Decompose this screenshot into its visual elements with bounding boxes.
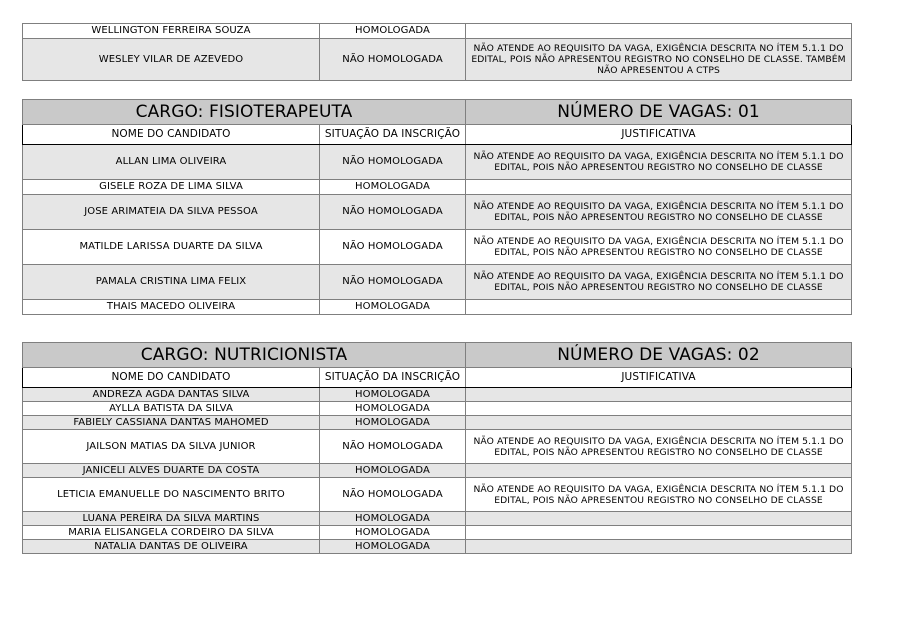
- justification: [466, 416, 852, 430]
- table-row: [23, 464, 852, 478]
- justification: [466, 402, 852, 416]
- candidate-name: ALLAN LIMA OLIVEIRA: [23, 145, 320, 180]
- header-nome: NOME DO CANDIDATO: [23, 125, 320, 145]
- registration-status: HOMOLOGADA: [320, 416, 466, 430]
- table-row: [23, 195, 852, 230]
- candidate-name: PAMALA CRISTINA LIMA FELIX: [23, 265, 320, 300]
- justification: NÃO ATENDE AO REQUISITO DA VAGA, EXIGÊNCIA DESCRITA NO ÍTEM 5.1.1 DO EDITAL, POIS NÃO APRESENTOU REGISTRO NO CONSELHO DE CLASSE. TAMBÉM NÃO APRESENTOU A CTPS: [466, 39, 852, 81]
- justification: NÃO ATENDE AO REQUISITO DA VAGA, EXIGÊNCIA DESCRITA NO ÍTEM 5.1.1 DO EDITAL, POIS NÃO APRESENTOU REGISTRO NO CONSELHO DE CLASSE: [466, 478, 852, 512]
- candidate-name: MATILDE LARISSA DUARTE DA SILVA: [23, 230, 320, 265]
- registration-status: HOMOLOGADA: [320, 300, 466, 315]
- table-row: [23, 402, 852, 416]
- justification: [466, 24, 852, 39]
- justification: NÃO ATENDE AO REQUISITO DA VAGA, EXIGÊNCIA DESCRITA NO ÍTEM 5.1.1 DO EDITAL, POIS NÃO APRESENTOU REGISTRO NO CONSELHO DE CLASSE: [466, 145, 852, 180]
- registration-status: HOMOLOGADA: [320, 526, 466, 540]
- candidate-name: MARIA ELISANGELA CORDEIRO DA SILVA: [23, 526, 320, 540]
- table-row: [23, 388, 852, 402]
- justification: [466, 300, 852, 315]
- candidate-name: GISELE ROZA DE LIMA SILVA: [23, 180, 320, 195]
- table-row: [23, 540, 852, 554]
- justification: NÃO ATENDE AO REQUISITO DA VAGA, EXIGÊNCIA DESCRITA NO ÍTEM 5.1.1 DO EDITAL, POIS NÃO APRESENTOU REGISTRO NO CONSELHO DE CLASSE: [466, 230, 852, 265]
- registration-status: HOMOLOGADA: [320, 512, 466, 526]
- candidate-name: THAIS MACEDO OLIVEIRA: [23, 300, 320, 315]
- registration-status: HOMOLOGADA: [320, 388, 466, 402]
- registration-status: HOMOLOGADA: [320, 24, 466, 39]
- table-row: [23, 39, 852, 81]
- table-row: [23, 24, 852, 39]
- justification: [466, 540, 852, 554]
- registration-status: HOMOLOGADA: [320, 540, 466, 554]
- table-row: [23, 300, 852, 315]
- table-row: [23, 180, 852, 195]
- justification: NÃO ATENDE AO REQUISITO DA VAGA, EXIGÊNCIA DESCRITA NO ÍTEM 5.1.1 DO EDITAL, POIS NÃO APRESENTOU REGISTRO NO CONSELHO DE CLASSE: [466, 430, 852, 464]
- header-justificativa: JUSTIFICATIVA: [466, 368, 852, 388]
- table-header-row: [23, 125, 852, 145]
- table-row: [23, 416, 852, 430]
- table-row: [23, 478, 852, 512]
- registration-status: HOMOLOGADA: [320, 402, 466, 416]
- justification: [466, 180, 852, 195]
- candidate-name: NATALIA DANTAS DE OLIVEIRA: [23, 540, 320, 554]
- candidate-name: LETICIA EMANUELLE DO NASCIMENTO BRITO: [23, 478, 320, 512]
- registration-status: HOMOLOGADA: [320, 464, 466, 478]
- candidate-name: JANICELI ALVES DUARTE DA COSTA: [23, 464, 320, 478]
- registration-status: NÃO HOMOLOGADA: [320, 430, 466, 464]
- candidate-name: FABIELY CASSIANA DANTAS MAHOMED: [23, 416, 320, 430]
- table-header-row: [23, 368, 852, 388]
- registration-status: NÃO HOMOLOGADA: [320, 265, 466, 300]
- registration-status: NÃO HOMOLOGADA: [320, 478, 466, 512]
- header-justificativa: JUSTIFICATIVA: [466, 125, 852, 145]
- table-row: [23, 512, 852, 526]
- candidate-name: WESLEY VILAR DE AZEVEDO: [23, 39, 320, 81]
- nutricionista-table: [22, 342, 852, 554]
- justification: [466, 526, 852, 540]
- justification: NÃO ATENDE AO REQUISITO DA VAGA, EXIGÊNCIA DESCRITA NO ÍTEM 5.1.1 DO EDITAL, POIS NÃO APRESENTOU REGISTRO NO CONSELHO DE CLASSE: [466, 195, 852, 230]
- registration-status: NÃO HOMOLOGADA: [320, 39, 466, 81]
- table-row: [23, 430, 852, 464]
- candidate-name: WELLINGTON FERREIRA SOUZA: [23, 24, 320, 39]
- registration-status: NÃO HOMOLOGADA: [320, 195, 466, 230]
- table-title-row: [23, 343, 852, 368]
- justification: [466, 388, 852, 402]
- table-row: [23, 265, 852, 300]
- header-nome: NOME DO CANDIDATO: [23, 368, 320, 388]
- registration-status: HOMOLOGADA: [320, 180, 466, 195]
- candidate-name: ANDREZA AGDA DANTAS SILVA: [23, 388, 320, 402]
- candidate-name: JOSE ARIMATEIA DA SILVA PESSOA: [23, 195, 320, 230]
- candidate-name: LUANA PEREIRA DA SILVA MARTINS: [23, 512, 320, 526]
- candidates-table-continuation: [22, 23, 852, 81]
- justification: [466, 464, 852, 478]
- candidate-name: JAILSON MATIAS DA SILVA JUNIOR: [23, 430, 320, 464]
- candidate-name: AYLLA BATISTA DA SILVA: [23, 402, 320, 416]
- table-row: [23, 230, 852, 265]
- fisioterapeuta-table: [22, 99, 852, 315]
- header-situacao: SITUAÇÃO DA INSCRIÇÃO: [320, 125, 466, 145]
- registration-status: NÃO HOMOLOGADA: [320, 145, 466, 180]
- justification: NÃO ATENDE AO REQUISITO DA VAGA, EXIGÊNCIA DESCRITA NO ÍTEM 5.1.1 DO EDITAL, POIS NÃO APRESENTOU REGISTRO NO CONSELHO DE CLASSE: [466, 265, 852, 300]
- table-title-row: [23, 100, 852, 125]
- registration-status: NÃO HOMOLOGADA: [320, 230, 466, 265]
- cargo-title: CARGO: FISIOTERAPEUTA: [23, 100, 466, 125]
- header-situacao: SITUAÇÃO DA INSCRIÇÃO: [320, 368, 466, 388]
- justification: [466, 512, 852, 526]
- vagas-count: NÚMERO DE VAGAS: 01: [466, 100, 852, 125]
- table-row: [23, 145, 852, 180]
- cargo-title: CARGO: NUTRICIONISTA: [23, 343, 466, 368]
- vagas-count: NÚMERO DE VAGAS: 02: [466, 343, 852, 368]
- table-row: [23, 526, 852, 540]
